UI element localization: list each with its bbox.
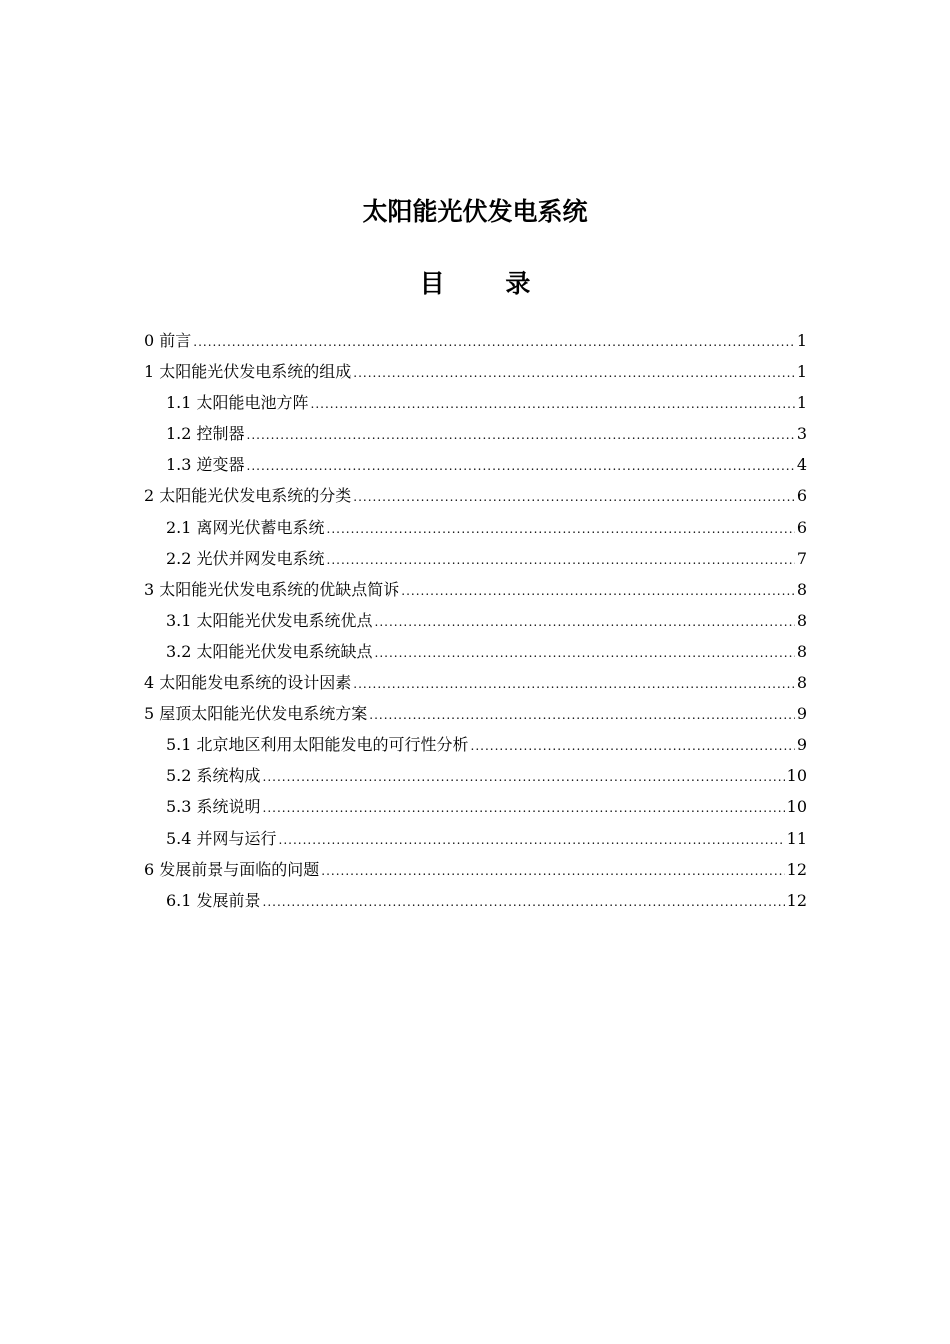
- toc-leader-dots: [375, 607, 795, 638]
- toc-entry-page: 1: [796, 393, 807, 413]
- toc-leader-dots: [263, 762, 785, 793]
- toc-leader-dots: [247, 420, 795, 451]
- toc-leader-dots: [263, 793, 785, 824]
- toc-leader-dots: [401, 576, 795, 607]
- toc-entry-label: 6.1 发展前景: [166, 890, 261, 910]
- toc-entry-section-5-1[interactable]: [144, 729, 807, 760]
- toc-entry-section-1-2[interactable]: [144, 418, 807, 449]
- toc-entry-section-2-2[interactable]: [144, 543, 807, 574]
- toc-entry-label: 5 屋顶太阳能光伏发电系统方案: [144, 704, 368, 724]
- toc-entry-section-2-1[interactable]: [144, 512, 807, 543]
- toc-entry-label: 6 发展前景与面临的问题: [144, 859, 320, 879]
- toc-entry-label: 1 太阳能光伏发电系统的组成: [144, 362, 352, 382]
- toc-entry-section-5-2[interactable]: [144, 760, 807, 791]
- toc-entry-section-1-3[interactable]: [144, 449, 807, 480]
- toc-leader-dots: [375, 638, 795, 669]
- toc-leader-dots: [471, 731, 795, 762]
- toc-leader-dots: [263, 887, 785, 918]
- toc-entry-label: 1.2 控制器: [166, 424, 245, 444]
- toc-entry-label: 1.3 逆变器: [166, 455, 245, 475]
- toc-entry-section-1-1[interactable]: [144, 387, 807, 418]
- toc-entry-page: 8: [796, 641, 807, 661]
- toc-entry-page: 8: [796, 673, 807, 693]
- toc-entry-label: 4 太阳能发电系统的设计因素: [144, 673, 352, 693]
- toc-leader-dots: [353, 482, 795, 513]
- toc-entry-label: 3.2 太阳能光伏发电系统缺点: [166, 641, 373, 661]
- toc-entry-section-5-3[interactable]: [144, 791, 807, 822]
- toc-leader-dots: [353, 358, 795, 389]
- toc-entry-page: 12: [786, 859, 807, 879]
- toc-leader-dots: [311, 389, 795, 420]
- toc-entry-label: 2 太阳能光伏发电系统的分类: [144, 486, 352, 506]
- toc-entry-label: 2.1 离网光伏蓄电系统: [166, 517, 325, 537]
- toc-entry-page: 1: [796, 331, 807, 350]
- toc-entry-section-5-4[interactable]: [144, 823, 807, 854]
- toc-entry-page: 3: [796, 424, 807, 444]
- toc-entry-label: 2.2 光伏并网发电系统: [166, 548, 325, 568]
- toc-entry-page: 8: [796, 610, 807, 630]
- toc-entry-page: 10: [786, 797, 807, 817]
- toc-entry-section-6-1[interactable]: [144, 885, 807, 916]
- toc-leader-dots: [193, 327, 795, 358]
- toc-entry-page: 8: [796, 579, 807, 599]
- toc-leader-dots: [353, 669, 795, 700]
- toc-entry-section-3-2[interactable]: [144, 636, 807, 667]
- toc-entry-label: 5.4 并网与运行: [166, 828, 277, 848]
- toc-entry-label: 5.1 北京地区利用太阳能发电的可行性分析: [166, 735, 469, 755]
- toc-leader-dots: [369, 700, 795, 731]
- toc-entry-page: 6: [796, 517, 807, 537]
- toc-heading: 目 录: [419, 269, 557, 298]
- toc-leader-dots: [247, 451, 795, 482]
- toc-entry-page: 4: [796, 455, 807, 475]
- toc-entry-page: 9: [796, 704, 807, 724]
- toc-entry-section-3[interactable]: [144, 574, 807, 605]
- toc-entry-page: 12: [786, 890, 807, 910]
- toc-leader-dots: [279, 825, 785, 856]
- toc-entry-page: 7: [796, 548, 807, 568]
- toc-entry-section-6[interactable]: [144, 854, 807, 885]
- toc-entry-label: 3 太阳能光伏发电系统的优缺点简诉: [144, 579, 400, 599]
- toc-entry-label: 1.1 太阳能电池方阵: [166, 393, 309, 413]
- toc-entry-label: 0 前言: [144, 331, 192, 350]
- toc-leader-dots: [321, 856, 784, 887]
- toc-entry-page: 11: [786, 828, 807, 848]
- toc-entry-page: 9: [796, 735, 807, 755]
- toc-entry-preface[interactable]: [144, 325, 807, 356]
- toc-entry-label: 5.3 系统说明: [166, 797, 261, 817]
- toc-entry-page: 10: [786, 766, 807, 786]
- toc-entry-section-3-1[interactable]: [144, 605, 807, 636]
- toc-leader-dots: [327, 514, 795, 545]
- toc-entry-label: 5.2 系统构成: [166, 766, 261, 786]
- toc-entry-section-1[interactable]: [144, 356, 807, 387]
- toc-entry-label: 3.1 太阳能光伏发电系统优点: [166, 610, 373, 630]
- toc-entry-page: 6: [796, 486, 807, 506]
- table-of-contents: [144, 325, 807, 916]
- document-title: 太阳能光伏发电系统: [362, 197, 588, 226]
- toc-entry-section-4[interactable]: [144, 667, 807, 698]
- toc-leader-dots: [327, 545, 795, 576]
- toc-entry-section-2[interactable]: [144, 480, 807, 511]
- toc-entry-section-5[interactable]: [144, 698, 807, 729]
- toc-entry-page: 1: [796, 362, 807, 382]
